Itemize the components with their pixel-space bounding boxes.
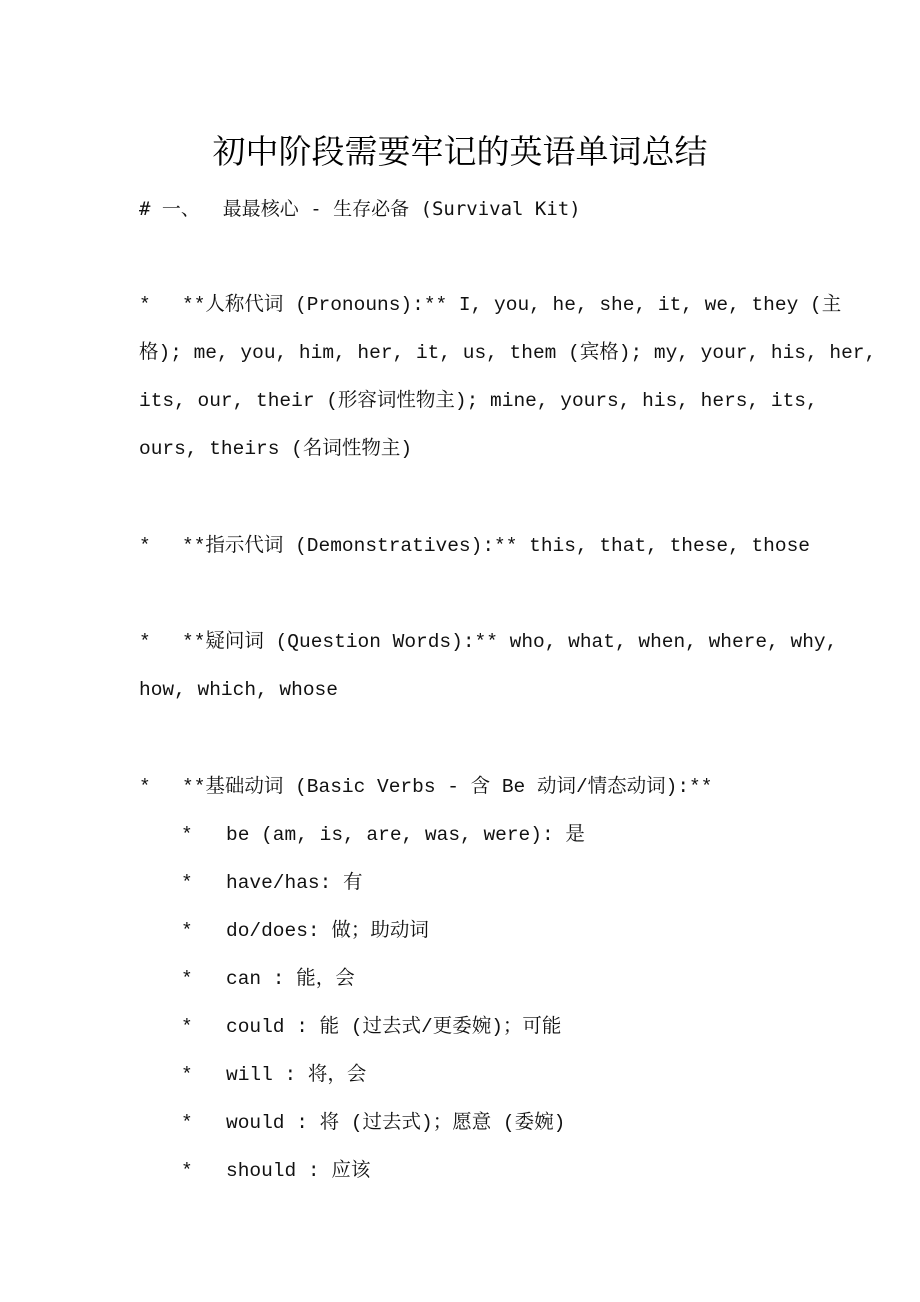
pronouns-text-1: **人称代词 (Pronouns):** I, you, he, she, it, we, they (主 bbox=[182, 294, 842, 316]
demonstratives-text: **指示代词 (Demonstratives):** this, that, these, those bbox=[182, 535, 810, 557]
basic-verbs-paragraph bbox=[139, 763, 787, 811]
pronouns-line-2: 格); me, you, him, her, it, us, them (宾格); my, your, his, her, bbox=[139, 342, 877, 364]
basic-verbs-heading bbox=[139, 763, 787, 811]
section-heading: # 一、 最最核心 - 生存必备 (Survival Kit) bbox=[139, 198, 581, 220]
list-item bbox=[181, 1099, 585, 1147]
bullet-marker: * bbox=[181, 920, 193, 942]
bullet-marker: * bbox=[181, 1016, 193, 1038]
basic-verbs-list bbox=[181, 811, 585, 1195]
bullet-marker: * bbox=[139, 294, 151, 316]
bullet-marker: * bbox=[139, 776, 151, 798]
pronouns-line-4: ours, theirs (名词性物主) bbox=[139, 438, 413, 460]
list-item bbox=[181, 859, 585, 907]
bullet-marker: * bbox=[181, 872, 193, 894]
list-item bbox=[181, 907, 585, 955]
list-item bbox=[181, 1003, 585, 1051]
bullet-marker: * bbox=[181, 824, 193, 846]
list-item bbox=[181, 1051, 585, 1099]
bullet-marker: * bbox=[181, 1160, 193, 1182]
bullet-marker: * bbox=[139, 535, 151, 557]
verb-should: should : 应该 bbox=[226, 1160, 371, 1182]
question-words-text-1: **疑问词 (Question Words):** who, what, when, where, why, bbox=[182, 631, 838, 653]
bullet-marker: * bbox=[139, 631, 151, 653]
verb-would: would : 将 (过去式)；愿意 (委婉) bbox=[226, 1112, 566, 1134]
verb-be: be (am, is, are, was, were): 是 bbox=[226, 824, 585, 846]
bullet-marker: * bbox=[181, 1064, 193, 1086]
verb-do: do/does: 做；助动词 bbox=[226, 920, 429, 942]
pronouns-line-1 bbox=[139, 281, 842, 329]
basic-verbs-heading-text: **基础动词 (Basic Verbs - 含 Be 动词/情态动词):** bbox=[182, 776, 713, 798]
question-words-line-1 bbox=[139, 618, 838, 666]
pronouns-line-3: its, our, their (形容词性物主); mine, yours, his, hers, its, bbox=[139, 390, 818, 412]
demonstratives-paragraph bbox=[139, 522, 810, 570]
question-words-line-2: how, which, whose bbox=[139, 679, 338, 701]
document-title: 初中阶段需要牢记的英语单词总结 bbox=[212, 132, 708, 171]
list-item bbox=[181, 811, 585, 859]
bullet-marker: * bbox=[181, 968, 193, 990]
list-item bbox=[181, 955, 585, 1003]
list-item bbox=[181, 1147, 585, 1195]
pronouns-paragraph bbox=[139, 281, 877, 473]
demonstratives-line bbox=[139, 522, 810, 570]
verb-can: can : 能，会 bbox=[226, 968, 355, 990]
verb-have: have/has: 有 bbox=[226, 872, 363, 894]
bullet-marker: * bbox=[181, 1112, 193, 1134]
verb-could: could : 能 (过去式/更委婉)；可能 bbox=[226, 1016, 562, 1038]
verb-will: will : 将，会 bbox=[226, 1064, 367, 1086]
question-words-paragraph bbox=[139, 618, 838, 714]
